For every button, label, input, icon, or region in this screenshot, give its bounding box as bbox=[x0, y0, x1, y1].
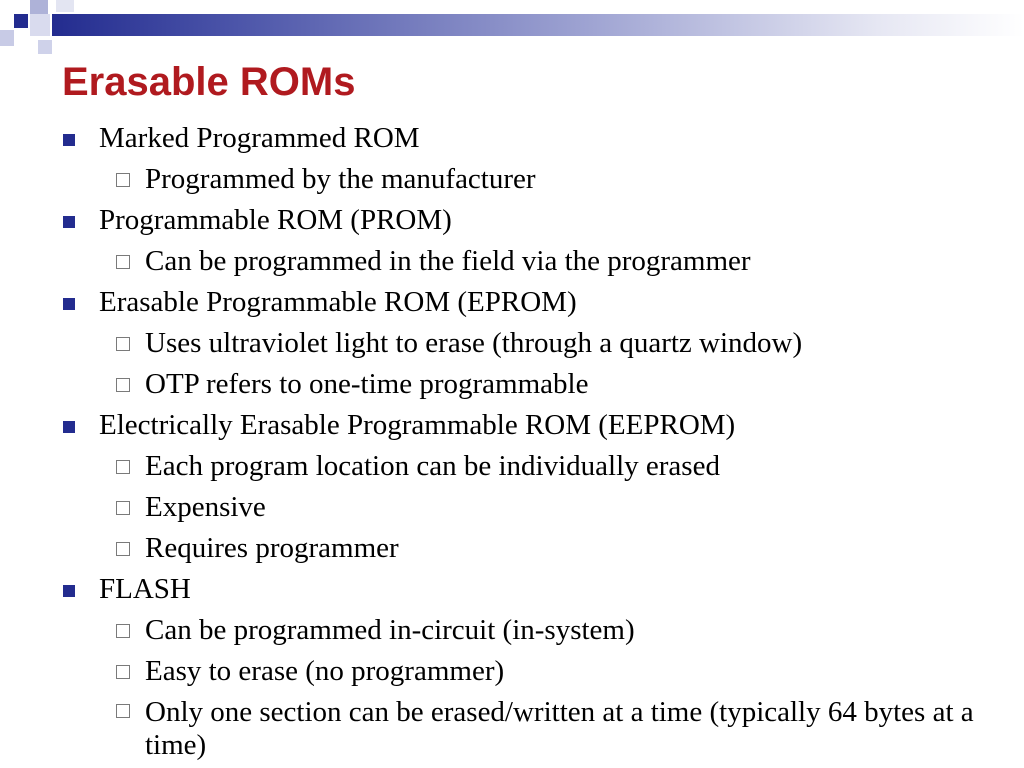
sub-bullet-text: Uses ultraviolet light to erase (through a quartz window) bbox=[145, 327, 803, 359]
filled-square-bullet-icon bbox=[63, 134, 75, 146]
bullet-text: FLASH bbox=[99, 573, 191, 605]
sub-bullet-item bbox=[62, 323, 1002, 364]
hollow-square-bullet-icon bbox=[116, 337, 130, 351]
hollow-square-bullet-icon bbox=[116, 255, 130, 269]
decor-square bbox=[14, 14, 28, 28]
hollow-square-bullet-icon bbox=[116, 624, 130, 638]
bullet-text: Programmable ROM (PROM) bbox=[99, 204, 452, 236]
sub-bullet-text: Can be programmed in-circuit (in-system) bbox=[145, 614, 635, 646]
sub-bullet-item bbox=[62, 651, 1002, 692]
bullet-item bbox=[62, 405, 1002, 446]
hollow-square-bullet-icon bbox=[116, 460, 130, 474]
sub-bullet-item bbox=[62, 528, 1002, 569]
sub-bullet-text: Expensive bbox=[145, 491, 266, 523]
decor-square bbox=[56, 0, 74, 12]
hollow-square-bullet-icon bbox=[116, 542, 130, 556]
bullet-text: Marked Programmed ROM bbox=[99, 122, 420, 154]
sub-bullet-text: Programmed by the manufacturer bbox=[145, 163, 536, 195]
sub-bullet-item bbox=[62, 487, 1002, 528]
bullet-text: Erasable Programmable ROM (EPROM) bbox=[99, 286, 577, 318]
decor-square bbox=[30, 14, 50, 36]
slide-title: Erasable ROMs bbox=[62, 60, 356, 104]
sub-bullet-text: Requires programmer bbox=[145, 532, 399, 564]
bullet-list bbox=[62, 118, 1002, 762]
sub-bullet-text: Each program location can be individually erased bbox=[145, 450, 720, 482]
sub-bullet-item bbox=[62, 241, 1002, 282]
sub-bullet-text: OTP refers to one-time programmable bbox=[145, 368, 589, 400]
bullet-text: Electrically Erasable Programmable ROM (EEPROM) bbox=[99, 409, 736, 441]
filled-square-bullet-icon bbox=[63, 298, 75, 310]
header-gradient-bar bbox=[52, 14, 1024, 36]
decor-square bbox=[0, 30, 14, 46]
decor-square bbox=[38, 40, 52, 54]
hollow-square-bullet-icon bbox=[116, 173, 130, 187]
bullet-item bbox=[62, 200, 1002, 241]
sub-bullet-text: Only one section can be erased/written at a time (typically 64 bytes at a time) bbox=[145, 696, 974, 761]
sub-bullet-item bbox=[62, 610, 1002, 651]
hollow-square-bullet-icon bbox=[116, 704, 130, 718]
filled-square-bullet-icon bbox=[63, 216, 75, 228]
bullet-item bbox=[62, 569, 1002, 610]
sub-bullet-text: Can be programmed in the field via the programmer bbox=[145, 245, 751, 277]
bullet-item bbox=[62, 282, 1002, 323]
hollow-square-bullet-icon bbox=[116, 665, 130, 679]
filled-square-bullet-icon bbox=[63, 421, 75, 433]
hollow-square-bullet-icon bbox=[116, 501, 130, 515]
sub-bullet-item bbox=[62, 692, 1002, 762]
sub-bullet-item bbox=[62, 364, 1002, 405]
hollow-square-bullet-icon bbox=[116, 378, 130, 392]
decor-square bbox=[30, 0, 48, 14]
bullet-item bbox=[62, 118, 1002, 159]
sub-bullet-item bbox=[62, 446, 1002, 487]
filled-square-bullet-icon bbox=[63, 585, 75, 597]
sub-bullet-text: Easy to erase (no programmer) bbox=[145, 655, 505, 687]
sub-bullet-item bbox=[62, 159, 1002, 200]
